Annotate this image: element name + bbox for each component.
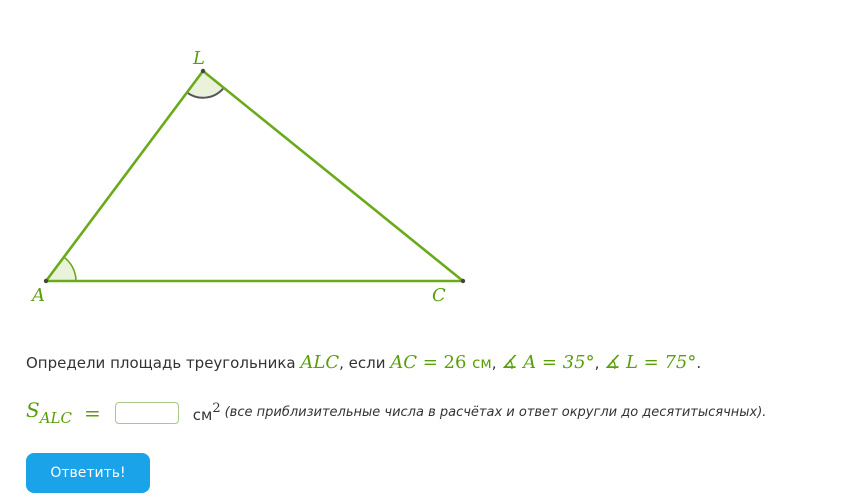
question-text — [26, 352, 701, 373]
vertex-label-a: A — [32, 285, 45, 306]
answer-unit — [193, 401, 221, 424]
vertex-a-dot — [44, 279, 48, 283]
side-name: AC — [390, 352, 418, 373]
answer-input[interactable] — [115, 402, 179, 424]
answer-row — [26, 398, 766, 427]
equals-sign: = — [83, 400, 101, 425]
rounding-hint: (все приблизительные числа в расчётах и ответ округли до десятитысячных). — [224, 405, 767, 420]
separator-1: , — [491, 354, 502, 372]
side-lc — [203, 71, 463, 281]
side-value: = 26 — [417, 352, 473, 373]
submit-button[interactable]: Ответить! — [26, 453, 150, 493]
side-al — [46, 71, 203, 281]
angle-l-condition: ∡ L = 75° — [604, 352, 697, 373]
separator-2: , — [594, 354, 605, 372]
question-prefix: Определи площадь треугольника — [26, 354, 301, 372]
question-if: , если — [339, 354, 391, 372]
vertex-c-dot — [461, 279, 465, 283]
triangle-name: ALC — [300, 352, 340, 373]
question-end: . — [696, 354, 702, 372]
side-unit: см — [472, 354, 492, 372]
answer-unit-power: 2 — [212, 401, 221, 416]
answer-unit-text: см — [192, 406, 213, 424]
area-label — [26, 398, 72, 427]
vertex-label-l: L — [193, 48, 205, 69]
angle-a-condition: ∡ A = 35° — [501, 352, 595, 373]
vertex-l-dot — [201, 69, 205, 73]
vertex-label-c: C — [432, 285, 446, 306]
area-label-main: S — [26, 398, 40, 422]
area-label-sub: ALC — [39, 409, 72, 427]
